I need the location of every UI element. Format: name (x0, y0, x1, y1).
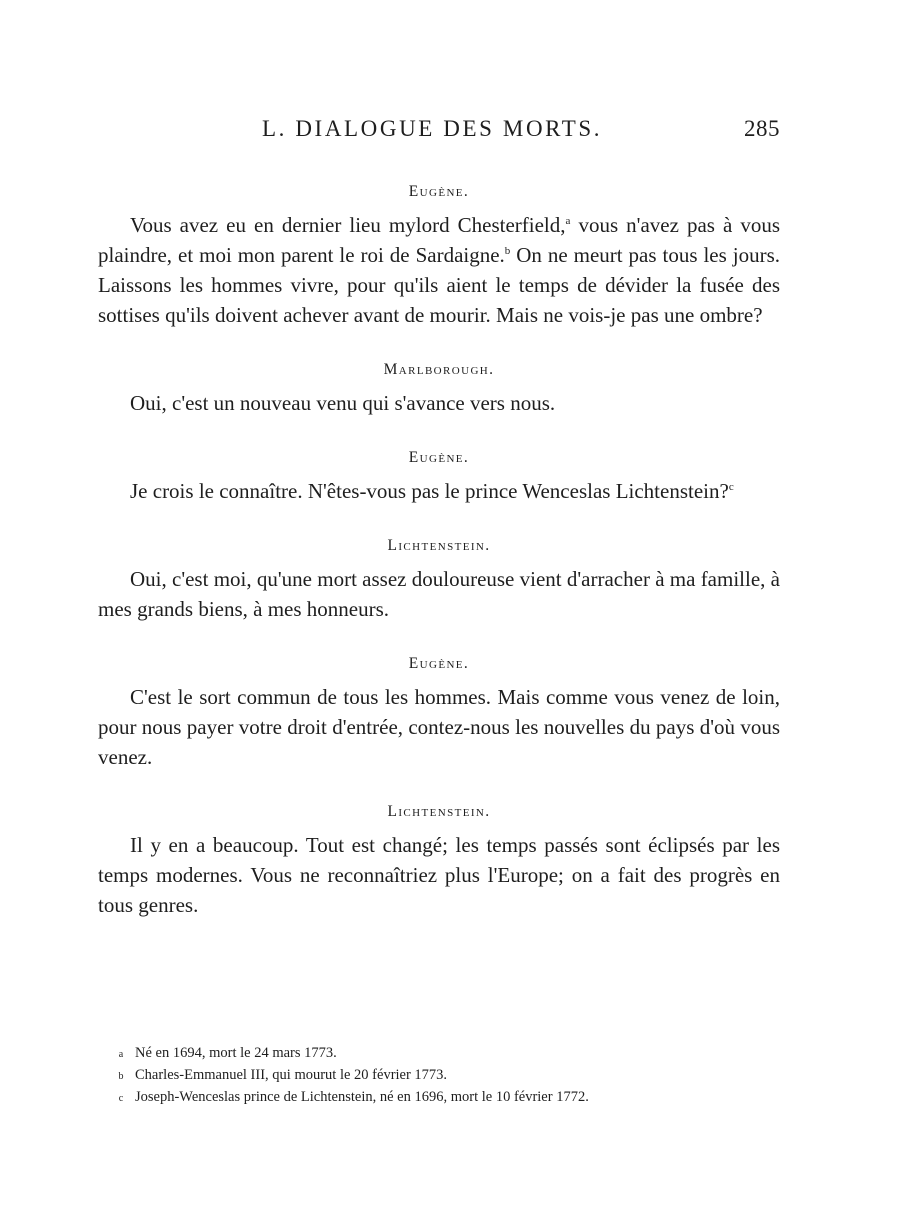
footnote (116, 1065, 756, 1087)
dialogue-paragraph (98, 564, 780, 624)
footnote-mark: b (118, 1071, 124, 1082)
page-number: 285 (744, 116, 780, 141)
footnote-ref: c (728, 481, 734, 493)
dialogue-paragraph (98, 830, 780, 920)
footnotes (116, 1043, 756, 1109)
footnote-ref: b (504, 245, 511, 257)
dialogue-paragraph (98, 210, 780, 330)
speaker-name: Marlborough. (383, 361, 495, 378)
footnote-text: Joseph-Wenceslas prince de Lichtenstein, né en 1696, mort le 10 février 1772. (135, 1089, 589, 1105)
dialogue-paragraph (98, 682, 780, 772)
footnote-mark: c (118, 1093, 124, 1104)
dialogue-text: Il y en a beaucoup. Tout est changé; les temps passés sont éclipsés par les temps modernes. Vous ne reconnaîtriez plus l'Europe; on a fait des progrès en tous genres. (98, 833, 780, 917)
dialogue-paragraph (98, 388, 780, 418)
footnote (116, 1043, 756, 1065)
speaker-name: Eugène. (408, 183, 470, 200)
speaker-name: Lichtenstein. (387, 537, 491, 554)
dialogue-text: Je crois le connaître. N'êtes-vous pas le prince Wenceslas Lichtenstein? (130, 479, 729, 503)
speaker-name: Lichtenstein. (387, 803, 491, 820)
dialogue-text: Oui, c'est un nouveau venu qui s'avance vers nous. (130, 391, 556, 415)
speaker-name: Eugène. (408, 449, 470, 466)
footnote-text: Charles-Emmanuel III, qui mourut le 20 février 1773. (135, 1067, 448, 1083)
footnote-text: Né en 1694, mort le 24 mars 1773. (135, 1045, 337, 1061)
footnote-ref: a (565, 215, 571, 227)
dialogue-text: On ne meurt pas tous les jours. Laissons les hommes vivre, pour qu'ils aient le temps de dévider la fusée des sottises qu'ils doivent achever avant de mourir. Mais ne vois-je pas une ombre? (98, 243, 780, 327)
running-title: L. DIALOGUE DES MORTS. (262, 116, 603, 141)
running-header (0, 116, 900, 150)
dialogue-text: vous n'avez pas à vous plaindre, et moi mon parent le roi de Sardaigne. (98, 213, 781, 267)
dialogue-text: C'est le sort commun de tous les hommes. Mais comme vous venez de loin, pour nous payer votre droit d'entrée, contez-nous les nouvelles du pays d'où vous venez. (98, 685, 780, 769)
footnote (116, 1087, 756, 1109)
speaker-name: Eugène. (408, 655, 470, 672)
dialogue-text: Vous avez eu en dernier lieu mylord Chesterfield, (130, 213, 566, 237)
dialogue-paragraph (98, 476, 780, 506)
dialogue-text: Oui, c'est moi, qu'une mort assez douloureuse vient d'arracher à ma famille, à mes grands biens, à mes honneurs. (98, 567, 780, 621)
dialogue-body (98, 183, 780, 920)
footnote-mark: a (118, 1049, 124, 1060)
